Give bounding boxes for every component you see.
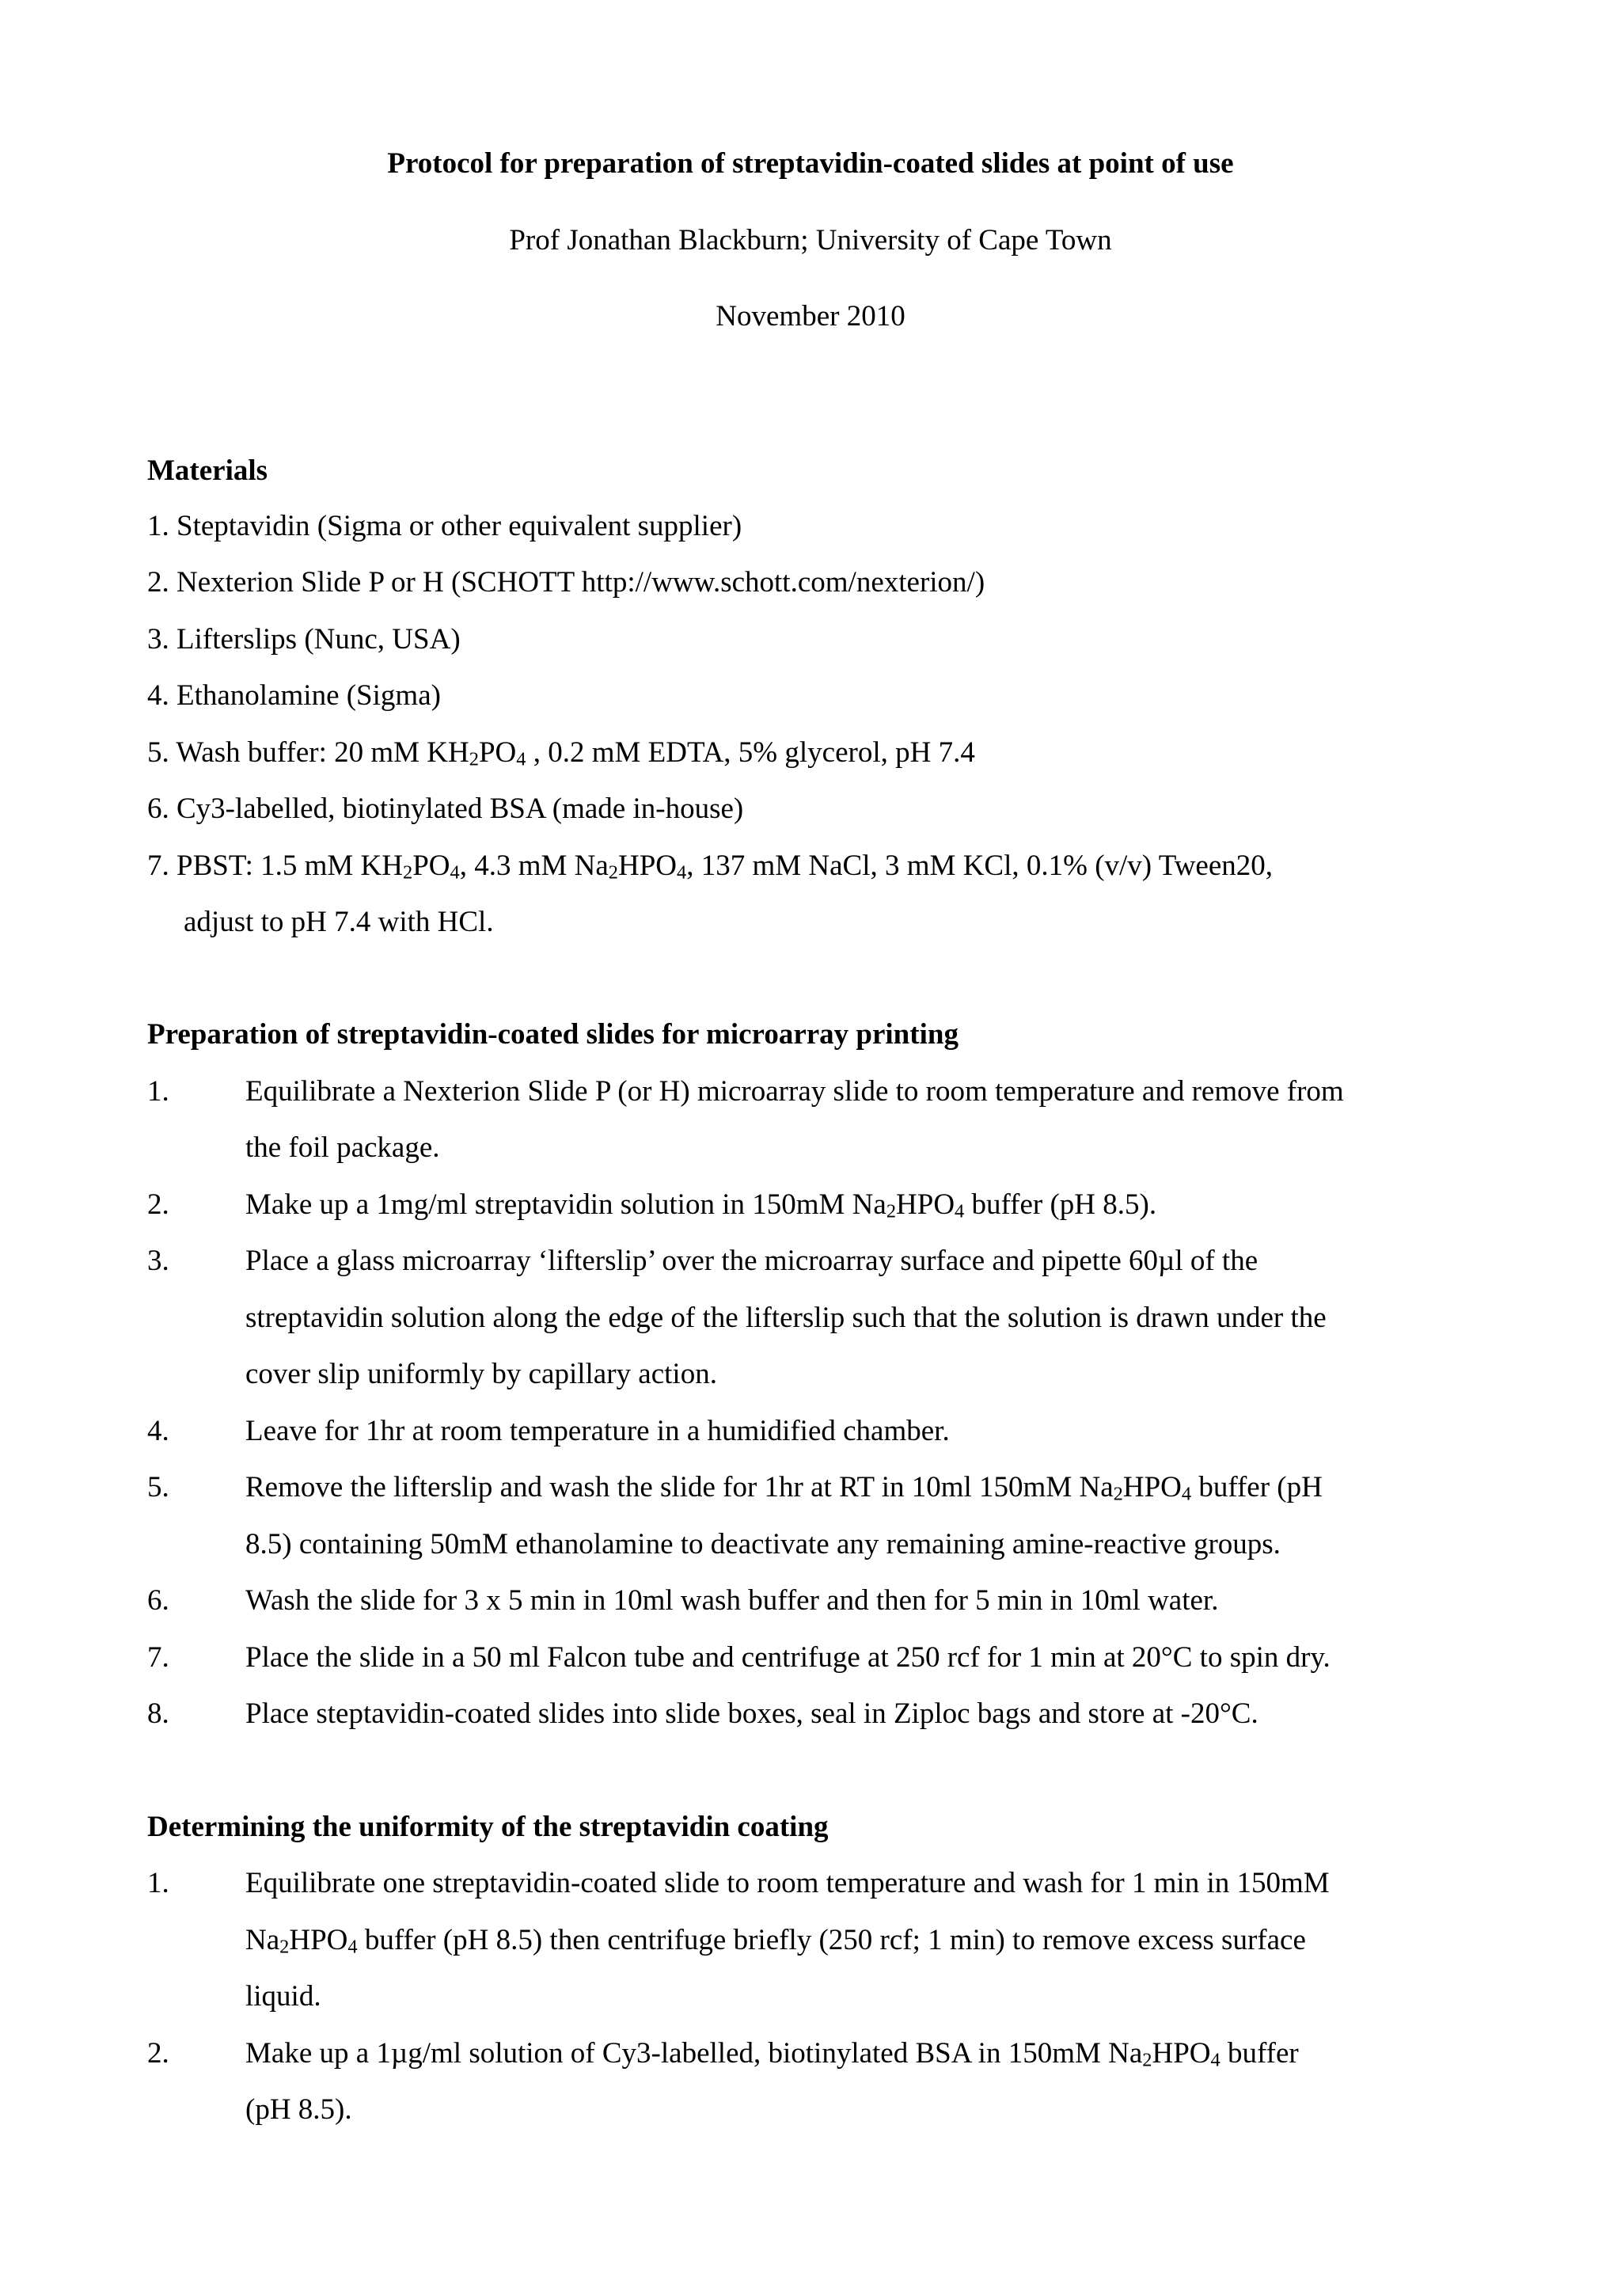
step-number: 4.	[147, 1415, 169, 1447]
step-text: Make up a 1µg/ml solution of Cy3-labelled, biotinylated BSA in 150mM $Na_2HPO_4$ buffer	[245, 2037, 1299, 2071]
step-text: Leave for 1hr at room temperature in a humidified chamber.	[245, 1415, 950, 1447]
materials-item: 7. PBST: 1.5 mM $KH_2PO_4$, 4.3 mM $Na_2HPO_4$, 137 mM NaCl, 3 mM KCl, 0.1% (v/v) Tween20,	[147, 850, 1274, 884]
document-author: Prof Jonathan Blackburn; University of Cape Town	[509, 224, 1112, 257]
step-text: $Na_2HPO_4$ buffer (pH 8.5) then centrifuge briefly (250 rcf; 1 min) to remove excess surface	[245, 1924, 1306, 1958]
step-text: streptavidin solution along the edge of the lifterslip such that the solution is drawn under the	[245, 1302, 1327, 1334]
step-number: 5.	[147, 1471, 169, 1503]
document-title: Protocol for preparation of streptavidin-coated slides at point of use	[387, 147, 1234, 180]
uniformity-heading: Determining the uniformity of the streptavidin coating	[147, 1811, 829, 1843]
materials-item: 3. Lifterslips (Nunc, USA)	[147, 623, 461, 656]
step-text: Equilibrate one streptavidin-coated slide to room temperature and wash for 1 min in 150mM	[245, 1867, 1330, 1899]
step-text: (pH 8.5).	[245, 2093, 352, 2126]
step-text: Place the slide in a 50 ml Falcon tube and centrifuge at 250 rcf for 1 min at 20°C to spin dry.	[245, 1641, 1331, 1674]
step-text: cover slip uniformly by capillary action.	[245, 1358, 717, 1390]
step-number: 8.	[147, 1697, 169, 1730]
materials-item-continuation: adjust to pH 7.4 with HCl.	[184, 906, 494, 938]
materials-item: 2. Nexterion Slide P or H (SCHOTT http://www.schott.com/nexterion/)	[147, 566, 985, 599]
materials-heading: Materials	[147, 454, 268, 487]
step-text: Make up a 1mg/ml streptavidin solution in 150mM $Na_2HPO_4$ buffer (pH 8.5).	[245, 1188, 1157, 1222]
step-number: 2.	[147, 1188, 169, 1221]
preparation-heading: Preparation of streptavidin-coated slides for microarray printing	[147, 1018, 959, 1051]
step-text: Remove the lifterslip and wash the slide for 1hr at RT in 10ml 150mM $Na_2HPO_4$ buffer (pH	[245, 1471, 1323, 1505]
step-number: 6.	[147, 1584, 169, 1617]
step-number: 3.	[147, 1245, 169, 1277]
step-text: liquid.	[245, 1980, 321, 2013]
step-text: Place a glass microarray ‘lifterslip’ over the microarray surface and pipette 60µl of the	[245, 1245, 1258, 1277]
document-date: November 2010	[716, 300, 905, 333]
step-number: 1.	[147, 1867, 169, 1899]
step-text: Place steptavidin-coated slides into slide boxes, seal in Ziploc bags and store at -20°C.	[245, 1697, 1258, 1730]
step-number: 7.	[147, 1641, 169, 1674]
step-number: 1.	[147, 1075, 169, 1108]
materials-item: 4. Ethanolamine (Sigma)	[147, 679, 441, 712]
step-number: 2.	[147, 2037, 169, 2070]
step-text: 8.5) containing 50mM ethanolamine to deactivate any remaining amine-reactive groups.	[245, 1528, 1281, 1560]
step-text: Equilibrate a Nexterion Slide P (or H) microarray slide to room temperature and remove from	[245, 1075, 1344, 1108]
materials-item: 5. Wash buffer: 20 mM $KH_2PO_4$ , 0.2 mM EDTA, 5% glycerol, pH 7.4	[147, 736, 975, 770]
materials-item: 1. Steptavidin (Sigma or other equivalent supplier)	[147, 510, 742, 542]
materials-item: 6. Cy3-labelled, biotinylated BSA (made in-house)	[147, 793, 744, 825]
step-text: the foil package.	[245, 1131, 440, 1164]
step-text: Wash the slide for 3 x 5 min in 10ml wash buffer and then for 5 min in 10ml water.	[245, 1584, 1219, 1617]
